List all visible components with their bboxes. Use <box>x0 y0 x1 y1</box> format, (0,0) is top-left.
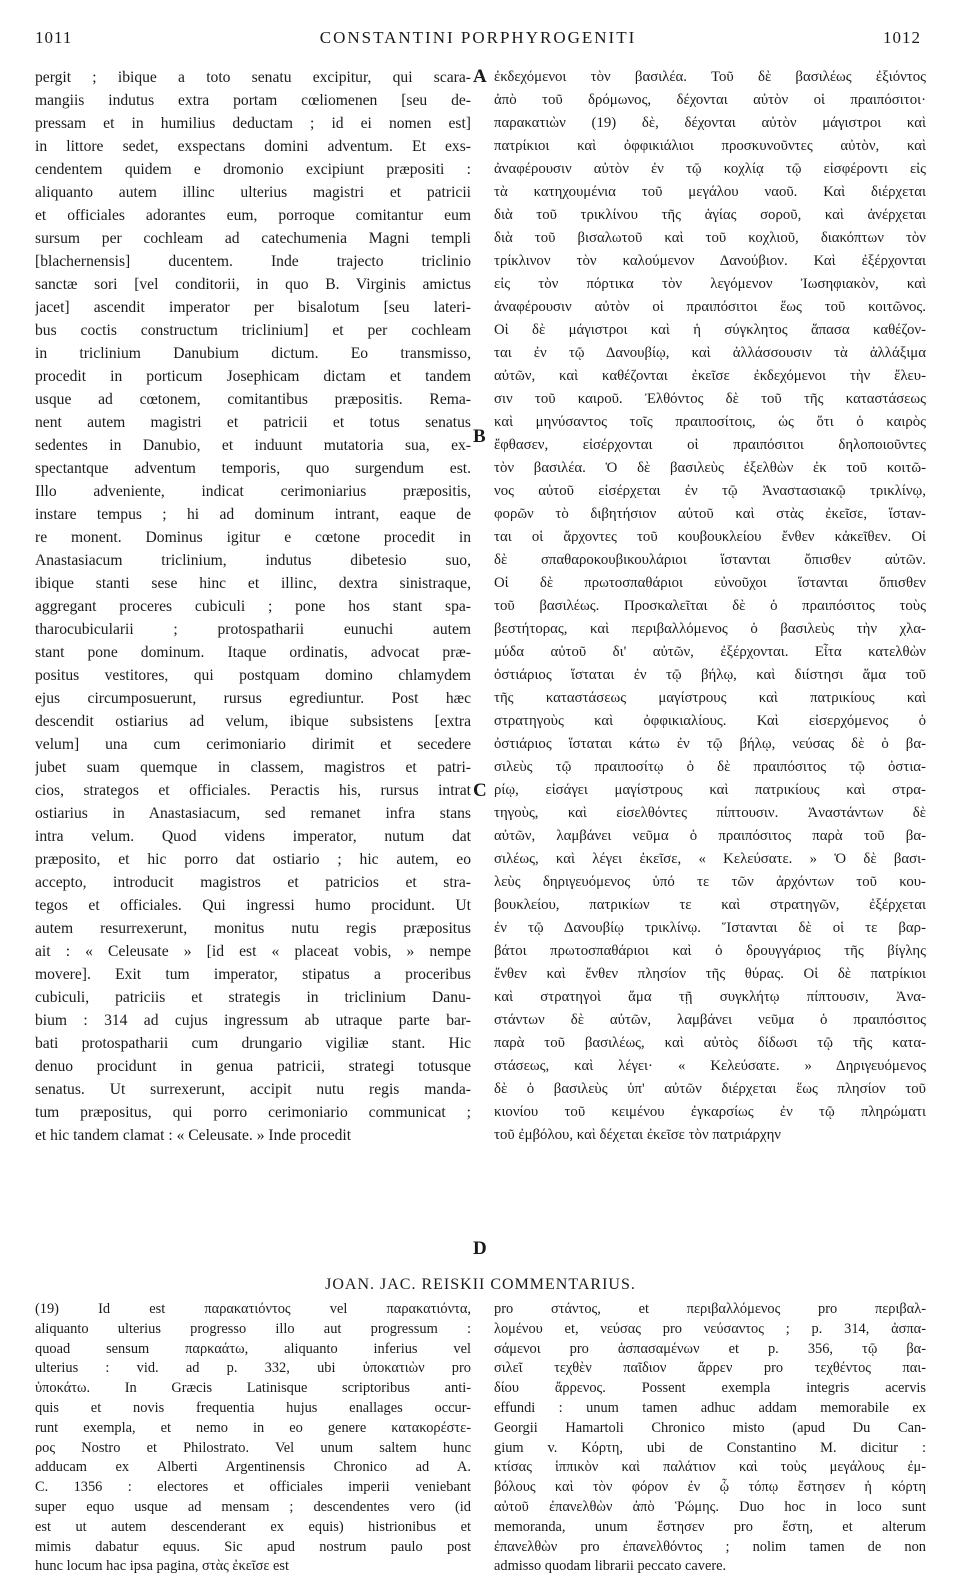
greek-text-line: νος αὐτοῦ εἰσέρχεται ἐν τῷ Ἀναστασιακῷ τρικλίνῳ, <box>494 483 926 499</box>
latin-text-line: tegos et officiales. Qui ingressi humo procidunt. Ut <box>35 897 471 914</box>
greek-text-line: μύδα αὐτοῦ δι' αὐτῶν, ἐξέρχονται. Εἶτα κατελθὼν <box>494 644 926 660</box>
footnote-right-column <box>494 1300 926 1577</box>
latin-text-line: ostiarius in Anastasiacum, sed remanet infra stans <box>35 805 471 822</box>
footnote-line: δίου ἄρρενος. Possent exempla integris acervis <box>494 1380 926 1397</box>
greek-text-line: διὰ τοῦ τρικλίνου τῆς ἁγίας σοροῦ, καὶ ἀνέρχεται <box>494 207 926 223</box>
latin-text-line: instare tempus ; hi ad dominum intrant, eaque de <box>35 506 471 523</box>
greek-text-line: τὸν βασιλέα. Ὁ δὲ βασιλεὺς ἐξελθὼν ἐκ τοῦ κοιτῶ- <box>494 460 926 476</box>
greek-text-line: τῆς καταστάσεως μαγίστρους καὶ πατρικίους καὶ <box>494 690 926 706</box>
latin-text-line: ait : « Celeusate » [id est « placeat vobis, » nempe <box>35 943 471 960</box>
greek-text-line: παρὰ τοῦ βασιλέως, καὶ αὐτὸς δίδωσι τῷ τῆς κατα- <box>494 1035 926 1051</box>
greek-text-line: σιν τοῦ καιροῦ. Ἐλθόντος δὲ τοῦ τῆς καταστάσεως <box>494 391 926 407</box>
footnote-line: pro στάντος, et περιβαλλόμενος pro περιβαλ- <box>494 1301 926 1317</box>
page-number-left: 1011 <box>35 28 73 47</box>
greek-text-line: πατρίκιοι καὶ ὀφφικιάλιοι προσκυνοῦντες αὐτὸν, καὶ <box>494 138 926 154</box>
footnote-left-column <box>35 1300 471 1577</box>
greek-text-line: ἔφθασεν, εἰσέρχονται οἱ πραιπόσιτοι δηλοποιοῦντες <box>494 437 926 453</box>
greek-text-line: τηγοὺς, καὶ εἰσελθόντες πίπτουσιν. Ἀναστάντων δὲ <box>494 805 926 821</box>
latin-text-line: bium : 314 ad cujus ingressum ab utraque parte bar- <box>35 1012 471 1029</box>
greek-column <box>494 66 926 1147</box>
greek-text-line: καὶ μηνύσαντος τοῖς πραιποσίτοις, ὡς ὅτι ὁ καιρὸς <box>494 414 926 430</box>
footnote-line: κτίσας ἱππικὸν καὶ παλάτιον καὶ τοὺς μεγάλους ἐμ- <box>494 1459 926 1476</box>
greek-text-line: τὰ κατηχουμένια τοῦ μεγάλου ναοῦ. Καὶ διέρχεται <box>494 184 926 200</box>
commentary-title: JOAN. JAC. REISKII COMMENTARIUS. <box>325 1276 636 1293</box>
greek-text-line: καὶ στρατηγοὶ ἅμα τῇ συγκλήτῳ πίπτουσιν, Ἀνα- <box>494 989 926 1005</box>
footnote-line: quoad sensum παρκαάτω, aliquanto inferius vel <box>35 1340 471 1357</box>
latin-text-line: pressam et in humilius deductam ; id ei nomen est] <box>35 115 471 132</box>
latin-text-line: Anastasiacum triclinium, indutus dibetesio suo, <box>35 552 471 569</box>
latin-text-line: bati protospatharii cum drungario vigiliæ stant. Hic <box>35 1035 471 1052</box>
latin-text-line: Illo adveniente, indicat cerimoniarius præpositis, <box>35 483 471 500</box>
latin-text-line: procedit in porticum Josephicam dictam et tandem <box>35 368 471 385</box>
margin-marker-b: B <box>473 426 486 447</box>
greek-text-line: παρακατιὼν (19) δὲ, δέχονται αὐτὸν μάγιστροι καὶ <box>494 115 926 131</box>
latin-text-line: mangiis indutus extra portam cœliomenen [seu de- <box>35 92 471 109</box>
latin-text-line: ejus circumposuerunt, rursus egrediuntur. Post hæc <box>35 690 471 707</box>
greek-text-line: δὲ σπαθαροκουβικουλάριοι ἵστανται ὄπισθεν αὐτῶν. <box>494 552 926 568</box>
greek-text-line: βεστήτορας, καὶ περιβαλλόμενος ὁ βασιλεὺς τὴν χλα- <box>494 621 926 637</box>
footnote-line: C. 1356 : electores et officiales imperii veniebant <box>35 1479 471 1496</box>
greek-text-line: ἀναφέρουσιν αὐτὸν οἱ πραιπόσιτοι ἕως τοῦ κοιτῶνος. <box>494 299 926 315</box>
greek-text-line: αὐτῶν, λαμβάνει νεῦμα ὁ πραιπόσιτος παρὰ τοῦ βα- <box>494 828 926 844</box>
footnote-line: admisso quodam librarii peccato cavere. <box>494 1558 727 1575</box>
latin-text-line: spectantque adventum temporis, quo surgendum est. <box>35 460 471 477</box>
greek-text-line: Οἱ δὲ πρωτοσπαθάριοι εὐνοῦχοι ἵστανται ὄπισθεν <box>494 575 926 591</box>
footnote-line: est ut autem descenderant ex equis) histrionibus et <box>35 1518 471 1535</box>
latin-column <box>35 66 471 1147</box>
footnote-line: βόλους καὶ τὸν φόρον ἐν ᾧ τόπῳ ἔστησεν ἡ κόρτη <box>494 1479 926 1496</box>
latin-text-line: jubet suam quemque in classem, magistros et patri- <box>35 759 471 776</box>
footnote-line: (19) Id est παρακατιόντος vel παρακατιόντα, <box>35 1301 471 1317</box>
latin-text-line: cendentem quidem e dromonio excipiunt præpositi : <box>35 161 471 178</box>
footnote-line: adducam ex Alberti Argentinensis Chronico ad A. <box>35 1459 471 1476</box>
greek-text-line: ὀστιάριος ἵσταται ἐν τῷ βήλῳ, καὶ διίστησι ἅμα τοῦ <box>494 667 926 683</box>
margin-marker-a: A <box>473 66 487 87</box>
greek-text-line: ἐν τῷ Δανουβίῳ τρικλίνῳ. Ἵστανται δὲ οἱ τε βαρ- <box>494 920 926 936</box>
footnote-line: λομένου et, νεύσας pro νεύσαντος ; p. 314, ἀσπα- <box>494 1320 926 1337</box>
latin-text-line: senatus. Ut surrexerunt, accipit nutu regis manda- <box>35 1081 471 1098</box>
latin-text-line: descendit ostiarius ad velum, ibique subsistens [extra <box>35 713 471 730</box>
footnote-line: mimis dabatur equus. Sic apud nostrum paulo post <box>35 1538 471 1555</box>
latin-text-line: bus coctis constructum triclinium] et per cochleam <box>35 322 471 339</box>
latin-text-line: sursum per cochleam ad catechumenia Magni templi <box>35 230 471 247</box>
footnote-line: hunc locum hac ipsa pagina, στὰς ἐκεῖσε est <box>35 1558 290 1575</box>
greek-text-line: ἀπὸ τοῦ δρόμωνος, δέχονται αὐτὸν οἱ πραιπόσιτοι· <box>494 92 926 108</box>
greek-text-line: δὲ ὁ βασιλεὺς ὑπ' αὐτῶν διέρχεται ἕως πλησίον τοῦ <box>494 1081 926 1097</box>
greek-text-line: τοῦ βασιλέως. Προσκαλεῖται δὲ ὁ πραιπόσιτος τοὺς <box>494 598 926 614</box>
running-header <box>35 28 921 54</box>
greek-text-line: εἰς τὸν πόρτικα τὸν λεγόμενον Ἰωσηφιακὸν, καὶ <box>494 276 926 292</box>
latin-text-line: positus vestitores, qui postquam domino chlamydem <box>35 667 471 684</box>
greek-text-line: στρατηγοὺς καὶ ὀφφικιαλίους. Καὶ εἰσερχόμενος ὁ <box>494 713 926 729</box>
latin-text-line: ibique stanti sese hinc et illinc, dextra sinistraque, <box>35 575 471 592</box>
greek-text-line: ται οἱ ἄρχοντες τοῦ κουβουκλείου ἔνθεν κἀκεῖθεν. Οἱ <box>494 529 926 545</box>
footnote-line: ρος Nostro et Philostrato. Vel unum saltem hunc <box>35 1439 471 1456</box>
latin-text-line: velum] una cum cerimoniario dirimit et secedere <box>35 736 471 753</box>
latin-text-line: cios, strategos et officiales. Peractis his, rursus intrat <box>35 782 471 799</box>
latin-text-line: sedentes in Danubio, et induunt mutatoria sua, ex- <box>35 437 471 454</box>
footnote-line: ulterius : vid. ad p. 332, ubi ὑποκατιὼν pro <box>35 1360 471 1377</box>
margin-marker-d: D <box>473 1238 487 1259</box>
page-number-right: 1012 <box>883 28 921 47</box>
latin-text-line: pergit ; ibique a toto senatu excipitur, qui scara- <box>35 69 471 86</box>
greek-text-line: ἀναφέρουσιν αὐτὸν ἐν τῷ κοχλίᾳ τῷ εἰσφέροντι εἰς <box>494 161 926 177</box>
footnote-line: quis et novis frequentia hujus enallages occur- <box>35 1399 471 1416</box>
latin-text-line: autem resurrexerunt, monitus nutu regis præpositus <box>35 920 471 937</box>
greek-text-line: στάσεως, καὶ λέγει· « Κελεύσατε. » Δηριγευόμενος <box>494 1058 926 1074</box>
latin-text-line: in littore sedet, exspectans domini adventum. Et exs- <box>35 138 471 155</box>
latin-text-line: [blachernensis] ducentem. Inde trajecto triclinio <box>35 253 471 270</box>
footnote-line: ὑποκάτω. In Græcis Latinisque scriptoribus anti- <box>35 1380 471 1397</box>
greek-text-line: τρίκλινον τὸν καλούμενον Δανούβιον. Καὶ ἐξέρχονται <box>494 253 926 269</box>
latin-text-line: nent autem magistri et patricii et totus senatus <box>35 414 471 431</box>
latin-text-line: stant pone dominum. Itaque ordinatis, advocat præ- <box>35 644 471 661</box>
latin-text-line: cubiculi, patriciis et strategis in triclinium Danu- <box>35 989 471 1006</box>
latin-text-line: usque ad cœtonem, comitantibus præpositis. Rema- <box>35 391 471 408</box>
footnote-line: memoranda, unum ἔστησεν pro ἔστη, et alterum <box>494 1518 926 1535</box>
latin-text-line: movere]. Exit tum imperator, stipatus a proceribus <box>35 966 471 983</box>
greek-text-line: ται ἐν τῷ Δανουβίῳ, καὶ ἀλλάσσουσιν τὰ ἀλλάξιμα <box>494 345 926 361</box>
greek-text-line: ρίῳ, εἰσάγει μαγίστρους καὶ πατρικίους καὶ στρα- <box>494 782 926 798</box>
greek-text-line: τοῦ ἐμβόλου, καὶ δέχεται ἐκεῖσε τὸν πατριάρχην <box>494 1127 782 1143</box>
greek-text-line: σιλεὺς τῷ πραιποσίτῳ ὁ δὲ πραιπόσιτος τῷ ὀστια- <box>494 759 926 775</box>
greek-text-line: βάτοι πρωτοσπαθάριοι καὶ ὁ δρουγγάριος τῆς βίγλης <box>494 943 926 959</box>
latin-text-line: intra velum. Quod videns imperator, nutum dat <box>35 828 471 845</box>
latin-text-line: accepto, introducit magistros et patricios et stra- <box>35 874 471 891</box>
greek-text-line: στάντων δὲ αὐτῶν, λαμβάνει νεῦμα ὁ πραιπόσιτος <box>494 1012 926 1028</box>
greek-text-line: λεὺς δηριγευόμενος ὑπό τε τῶν ἀρχόντων τοῦ κου- <box>494 874 926 890</box>
running-title: CONSTANTINI PORPHYROGENITI <box>319 28 637 47</box>
latin-text-line: in triclinium Danubium dictum. Eo transmisso, <box>35 345 471 362</box>
footnote-line: σιλεῖ τεχθὲν παῖδιον ἄρρεν pro τεχθέντος παι- <box>494 1360 926 1377</box>
latin-text-line: tharocubicularii ; protospatharii eunuchi autem <box>35 621 471 638</box>
greek-text-line: βουκλείου, πατρικίων τε καὶ στρατηγῶν, ἐξέρχεται <box>494 897 926 913</box>
greek-text-line: Οἱ δὲ μάγιστροι καὶ ἡ σύγκλητος ἅπασα καθέζον- <box>494 322 926 338</box>
greek-text-line: ὀστιάριος ἵσταται κάτω ἐν τῷ βήλῳ, νεύσας δὲ ὁ βα- <box>494 736 926 752</box>
latin-text-line: denuo procidunt in genua patricii, strategi totusque <box>35 1058 471 1075</box>
latin-text-line: et officiales adorantes eum, porroque comitantur eum <box>35 207 471 224</box>
margin-marker-c: C <box>473 780 487 801</box>
footnote-line: gium v. Κόρτη, ubi de Constantino M. dicitur : <box>494 1439 926 1456</box>
greek-text-line: διὰ τοῦ βισαλωτοῦ καὶ τοῦ κοχλιοῦ, διακόπτων τὸν <box>494 230 926 246</box>
footnote-line: runt exempla, et nemo in eo genere κατακορέστε- <box>35 1419 471 1436</box>
greek-text-line: κιονίου τοῦ κειμένου ἐγκαρσίως ἐν τῷ πληρώματι <box>494 1104 926 1120</box>
footnote-line: super equo usque ad mensam ; descendentes vero (id <box>35 1498 471 1515</box>
footnote-line: αὐτοῦ ἐπανελθὼν ἀπὸ Ῥώμης. Duo hoc in loco sunt <box>494 1498 926 1515</box>
latin-text-line: præposito, et hic porro dat ostiario ; hic autem, eo <box>35 851 471 868</box>
latin-text-line: re monent. Dominus igitur e cœtone procedit in <box>35 529 471 546</box>
latin-text-line: aliquanto autem illinc ulterius magistri et patricii <box>35 184 471 201</box>
greek-text-line: σιλέως, καὶ λέγει ἐκεῖσε, « Κελεύσατε. » Ὁ δὲ βασι- <box>494 851 926 867</box>
footnote-line: Georgii Hamartoli Chronico misto (apud Du Can- <box>494 1419 926 1436</box>
greek-text-line: ἔνθεν καὶ ἔνθεν πλησίον τῆς θύρας. Οἱ δὲ πατρίκιοι <box>494 966 926 982</box>
greek-text-line: αὐτῶν, καὶ καθέζονται ἐκεῖσε ἐκδεχόμενοι τὴν ἔλευ- <box>494 368 926 384</box>
footnote-line: aliquanto ulterius progresso illo aut progressum : <box>35 1320 471 1337</box>
greek-text-line: ἐκδεχόμενοι τὸν βασιλέα. Τοῦ δὲ βασιλέως ἐξιόντος <box>494 69 926 85</box>
latin-text-line: sanctæ sori [vel conditorii, in quo B. Virginis amictus <box>35 276 471 293</box>
footnote-line: effundi : unum tamen adhuc addam memorabile ex <box>494 1399 926 1416</box>
greek-text-line: φορῶν τὸ διβητήσιον αὐτοῦ καὶ στὰς ἐκεῖσε, ἵσταν- <box>494 506 926 522</box>
latin-text-line: tum præpositus, qui porro cerimoniario communicat ; <box>35 1104 471 1121</box>
latin-text-line: aggregant proceres cubiculi ; pone hos stant spa- <box>35 598 471 615</box>
footnote-line: ἐπανελθὼν pro ἐπανελθόντος ; nolim tamen de non <box>494 1538 926 1555</box>
latin-text-line: jacet] ascendit imperator per bisalotum [seu lateri- <box>35 299 471 316</box>
footnote-line: σάμενοι pro ἀσπασαμένων et p. 356, τῷ βα- <box>494 1340 926 1357</box>
latin-text-line: et hic tandem clamat : « Celeusate. » Inde procedit <box>35 1127 352 1144</box>
